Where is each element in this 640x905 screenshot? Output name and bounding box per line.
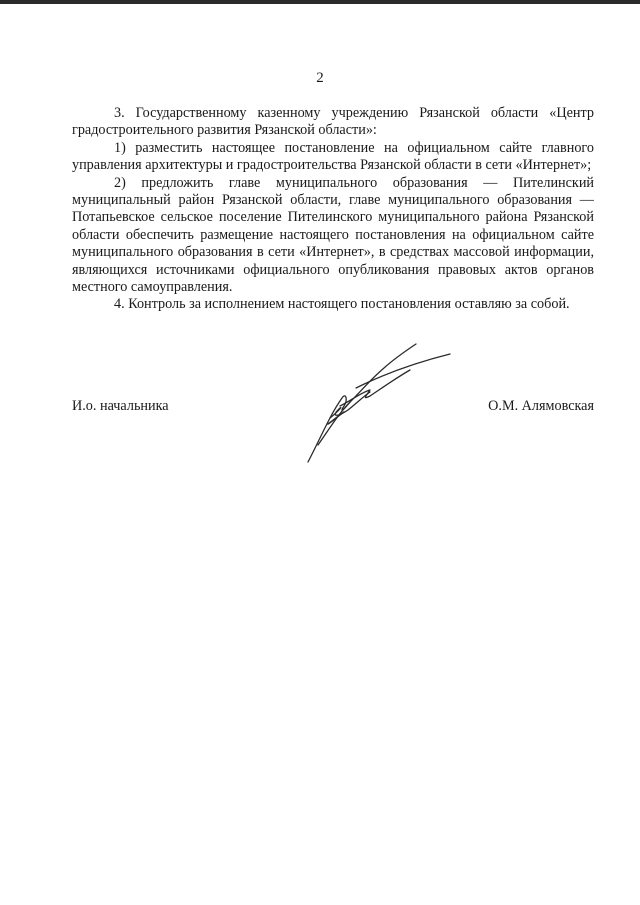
paragraph-subitem-1: 1) разместить настоящее постановление на официальном сайте главного управления архитектуры и градостроительства Рязанской области в сети «Интернет»; xyxy=(72,139,594,174)
signature-stroke xyxy=(330,392,370,418)
signatory-name: О.М. Алямовская xyxy=(488,398,594,414)
signature-stroke xyxy=(356,354,450,388)
paragraph-subitem-2: 2) предложить главе муниципального образования — Пителинский муниципальный район Рязанской области, главе муниципального образования — Потапьевское сельское поселение Пителинского муниципального района Рязанской области обеспечить размещение настоящего постановления на официальном сайте муниципального образования в сети «Интернет», в средствах массовой информации, являющихся источниками официального опубликования правовых актов органов местного самоуправления. xyxy=(72,174,594,296)
paragraph-item-3: 3. Государственному казенному учреждению Рязанской области «Центр градостроительного развития Рязанской области»: xyxy=(72,105,594,139)
handwritten-signature xyxy=(300,340,460,465)
paragraph-item-4: 4. Контроль за исполнением настоящего постановления оставляю за собой. xyxy=(114,296,570,313)
page-number: 2 xyxy=(316,70,324,86)
page-top-border xyxy=(0,0,640,4)
document-body xyxy=(72,105,594,314)
signatory-title: И.о. начальника xyxy=(72,398,169,414)
